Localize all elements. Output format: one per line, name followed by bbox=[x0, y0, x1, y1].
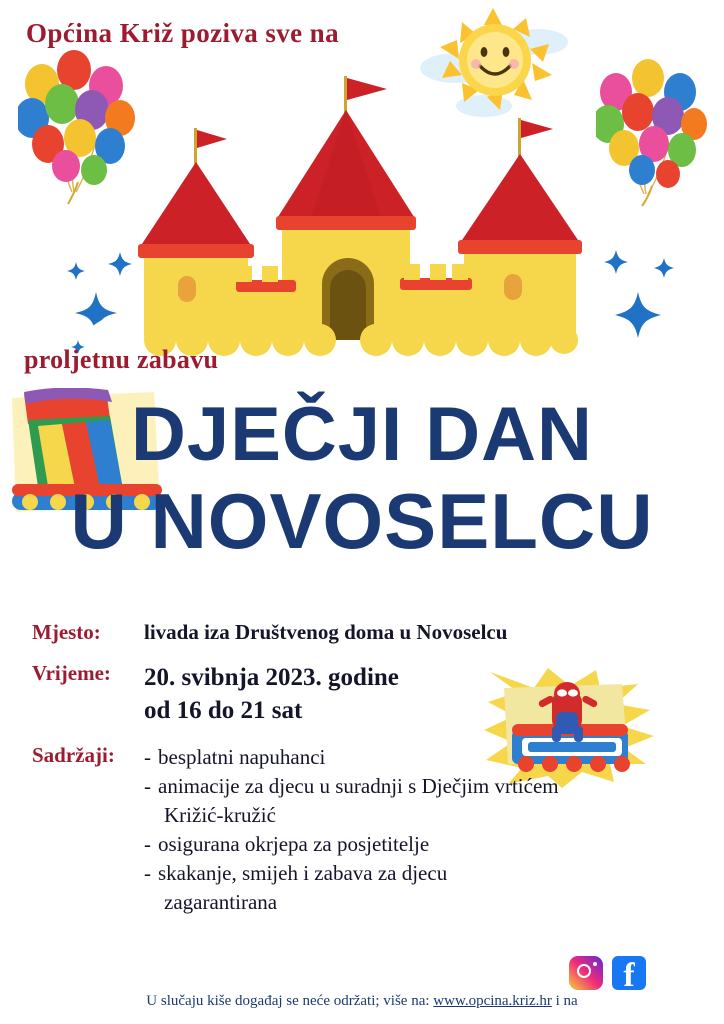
poster-title bbox=[0, 392, 724, 564]
dash-marker: - bbox=[144, 774, 151, 798]
list-item bbox=[144, 859, 559, 888]
dash-marker: - bbox=[144, 745, 151, 769]
contents-list bbox=[144, 743, 559, 917]
facebook-glyph: f bbox=[623, 957, 635, 990]
list-item-label: besplatni napuhanci bbox=[158, 745, 326, 769]
info-row-place bbox=[0, 620, 724, 645]
time-values bbox=[144, 661, 399, 727]
list-item-continuation bbox=[144, 801, 559, 830]
social-icons bbox=[569, 956, 646, 990]
list-item-label: zagarantirana bbox=[164, 890, 278, 914]
list-item-label: animacije za djecu u suradnji s Dječjim vrtićem bbox=[158, 774, 559, 798]
place-label: Mjesto: bbox=[32, 620, 101, 644]
bouncy-castle-illustration bbox=[86, 70, 638, 375]
info-row-time bbox=[0, 661, 724, 727]
place-value: livada iza Društvenog doma u Novoselcu bbox=[144, 620, 508, 644]
instagram-icon[interactable] bbox=[569, 956, 603, 990]
time-label: Vrijeme: bbox=[32, 661, 111, 685]
time-value-hours: od 16 do 21 sat bbox=[144, 697, 303, 724]
list-item-label: Križić-kružić bbox=[164, 803, 276, 827]
list-item-continuation bbox=[144, 888, 559, 917]
dash-marker: - bbox=[144, 861, 151, 885]
footer-note bbox=[0, 993, 724, 1010]
facebook-icon[interactable] bbox=[612, 956, 646, 990]
list-item bbox=[144, 772, 559, 801]
list-item bbox=[144, 743, 559, 772]
website-link[interactable]: www.opcina.kriz.hr bbox=[433, 993, 552, 1009]
title-line-2: U NOVOSELCU bbox=[70, 477, 654, 565]
info-row-contents bbox=[0, 743, 724, 917]
contents-label: Sadržaji: bbox=[32, 743, 115, 767]
list-item bbox=[144, 830, 559, 859]
time-value-date: 20. svibnja 2023. godine bbox=[144, 664, 399, 691]
invite-line: Općina Križ poziva sve na bbox=[26, 18, 339, 48]
spring-line: proljetnu zabavu bbox=[24, 345, 219, 374]
list-item-label: osigurana okrjepa za posjetitelje bbox=[158, 832, 430, 856]
dash-marker: - bbox=[144, 832, 151, 856]
info-section bbox=[0, 620, 724, 933]
footer-text-before: U slučaju kiše događaj se neće održati; više na: bbox=[146, 993, 430, 1009]
title-line-1: DJEČJI DAN bbox=[131, 392, 593, 477]
footer-text-after: i na bbox=[555, 993, 578, 1009]
list-item-label: skakanje, smijeh i zabava za djecu bbox=[158, 861, 448, 885]
